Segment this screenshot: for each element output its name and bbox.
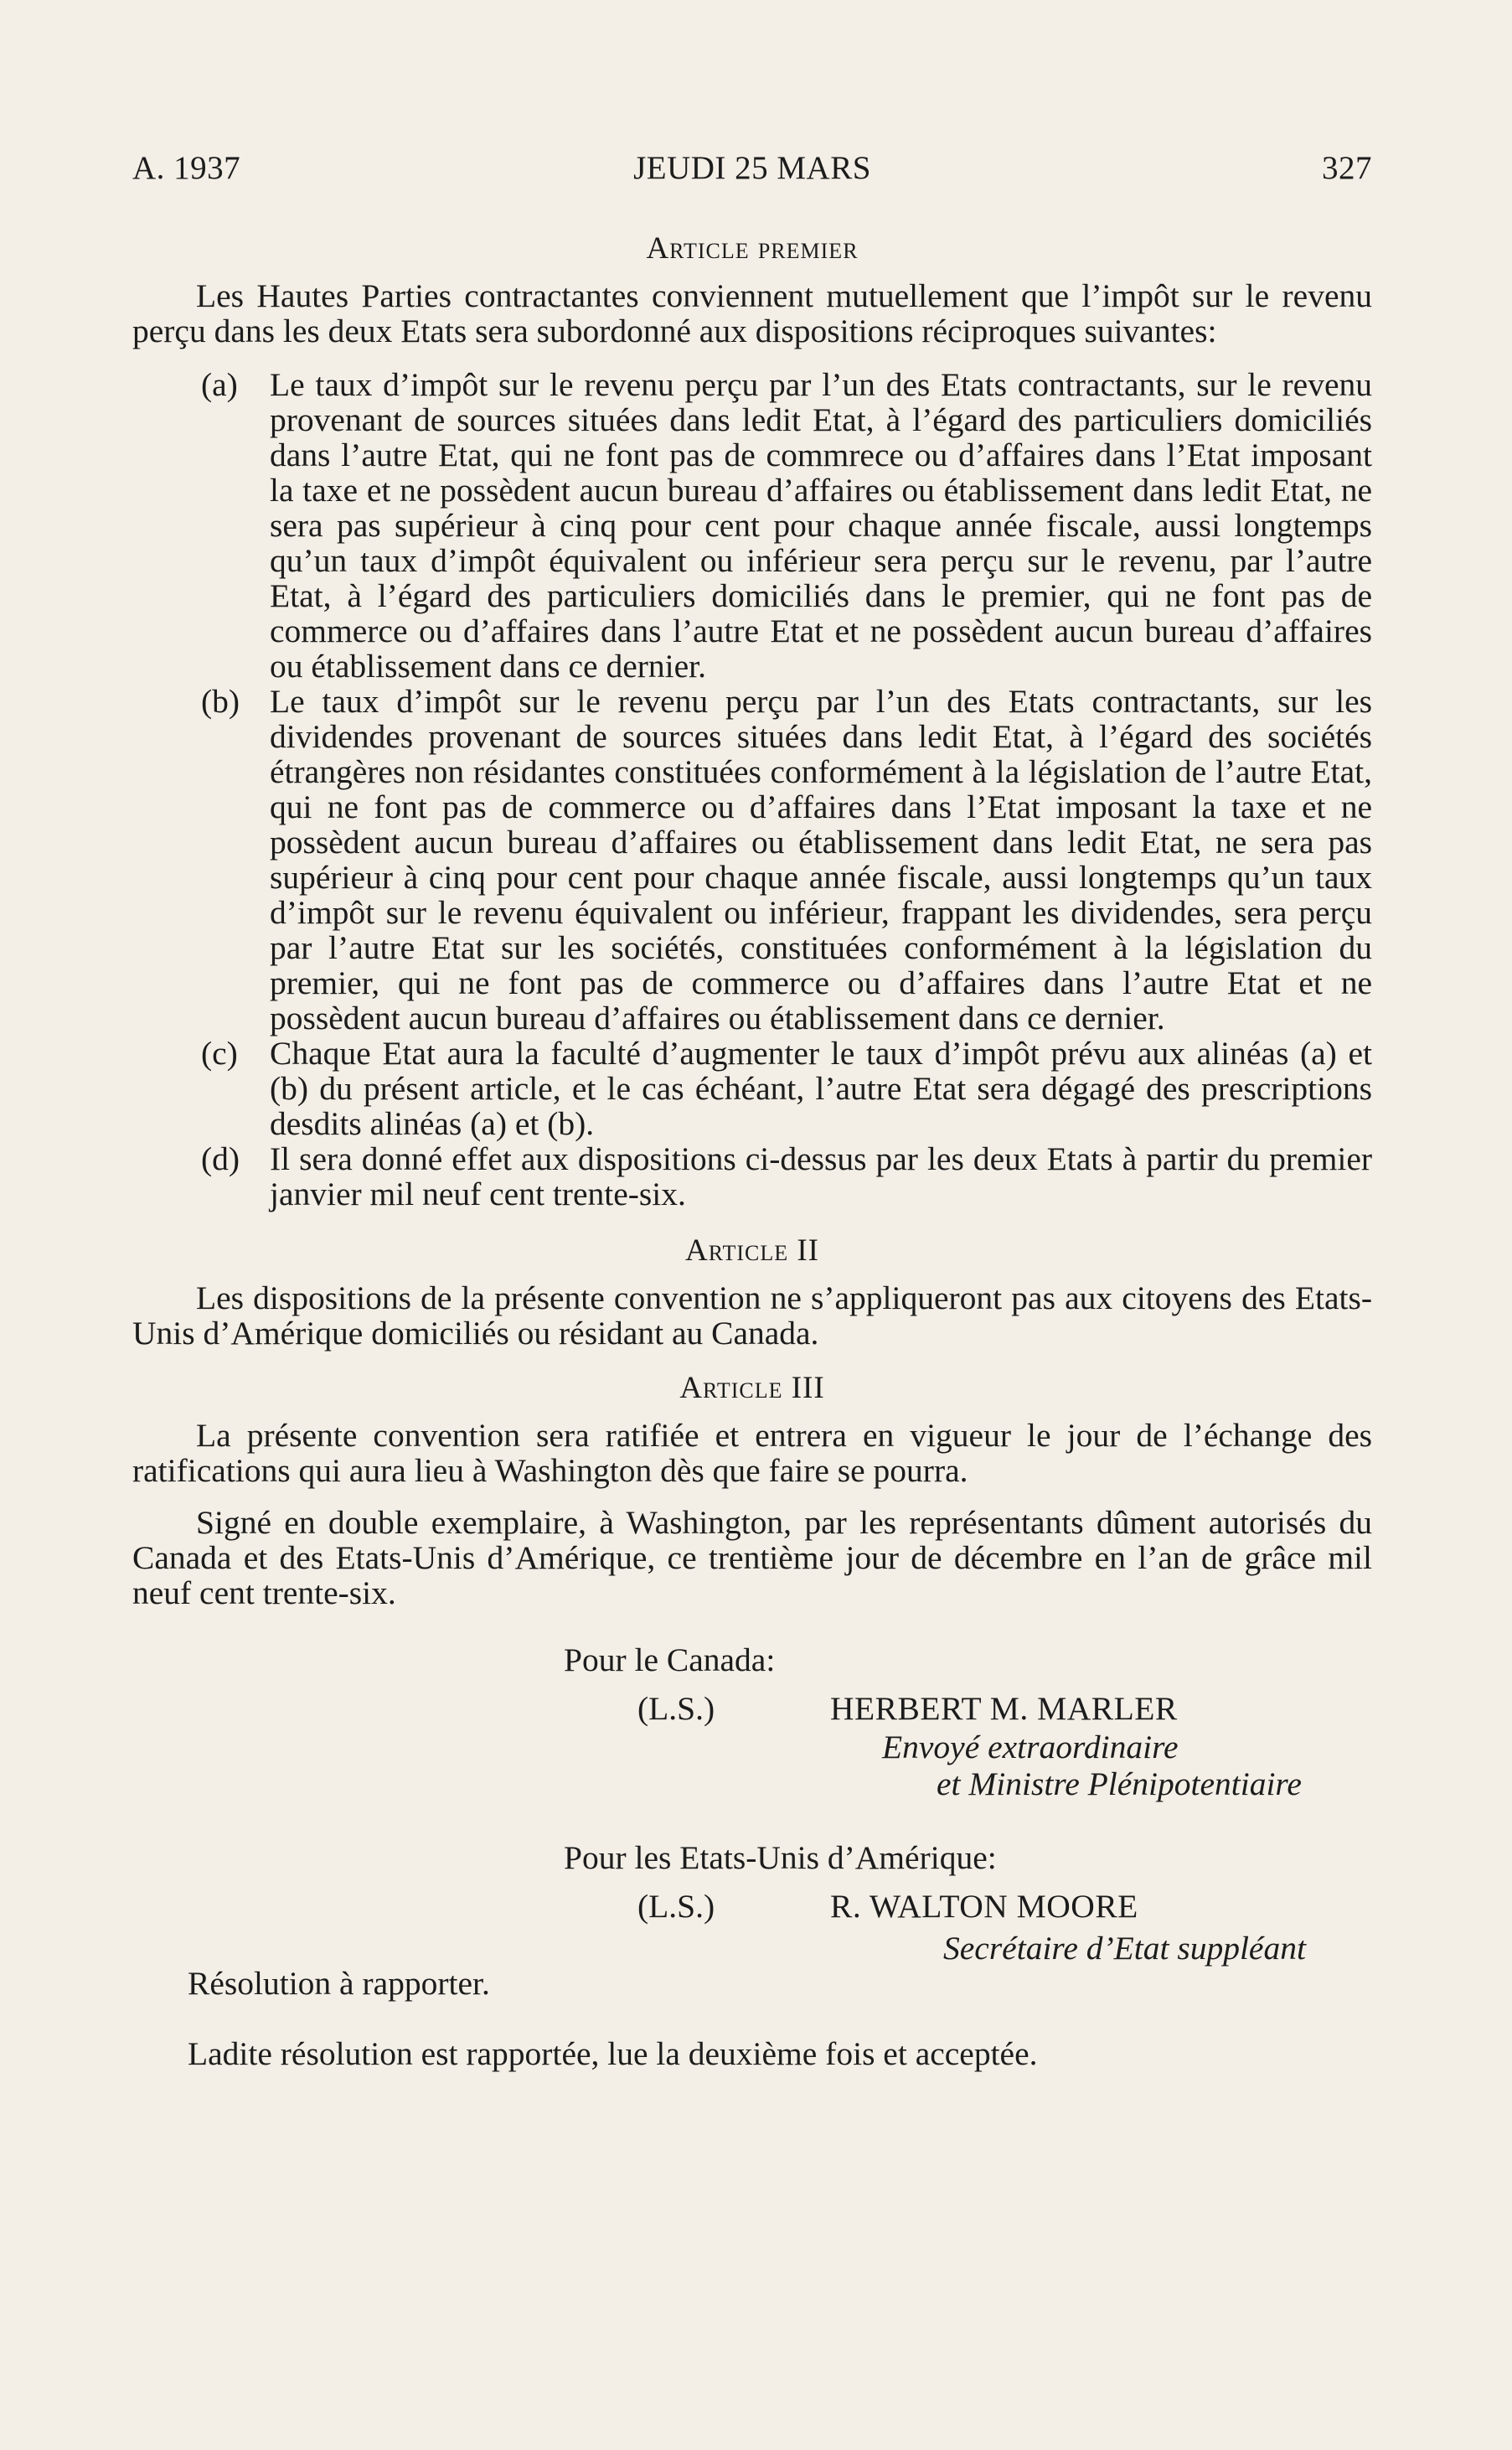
item-text: Le taux d’impôt sur le revenu perçu par l’un des Etats contractants, sur les dividendes provenant de sources situées dans ledit Etat, à l’égard des sociétés étrangères non résidantes constituées conformément à la législation de l’autre Etat, qui ne font pas de commerce ou d’affaires dans l’Etat imposant la taxe et ne possèdent aucun bureau d’affaires ou établissement dans ledit Etat, ne sera pas supérieur à cinq pour cent pour chaque année fiscale, aussi longtemps qu’un taux d’impôt sur le revenu équivalent ou inférieur, frappant les dividendes, sera perçu par l’autre Etat sur les sociétés, constituées conformément à la législation du premier, qui ne font pas de commerce ou d’affaires dans l’autre Etat et ne possèdent aucun bureau d’affaires ou établissement dans ce dernier. — [270, 683, 1372, 1036]
canada-seal: (L.S.) — [637, 1690, 715, 1727]
canada-label: Pour le Canada: — [564, 1641, 776, 1678]
list-item — [132, 1036, 1372, 1141]
article-1-intro: Les Hautes Parties contractantes conviennent mutuellement que l’impôt sur le revenu perçu dans les deux Etats sera subordonné aux dispositions réciproques suivantes: — [132, 277, 1372, 349]
article-3-title: Article III — [679, 1371, 825, 1405]
item-text: Le taux d’impôt sur le revenu perçu par l’un des Etats contractants, sur le revenu provenant de sources situées dans ledit Etat, à l’égard des particuliers domiciliés dans l’autre Etat, qui ne font pas de commrece ou d’affaires dans l’Etat imposant la taxe et ne possèdent aucun bureau d’affaires ou établissement dans ledit Etat, ne sera pas supérieur à cinq pour cent pour chaque année fiscale, aussi longtemps qu’un taux d’impôt équivalent ou inférieur sera perçu sur le revenu, par l’autre Etat, à l’égard des particuliers domiciliés dans le premier, qui ne font pas de commerce ou d’affaires dans l’autre Etat et ne possèdent aucun bureau d’affaires ou établissement dans ce dernier. — [270, 366, 1372, 685]
item-label: (c) — [201, 1035, 238, 1072]
header-session: A. 1937 — [132, 150, 241, 186]
article-2-text: Les dispositions de la présente convention ne s’appliqueront pas aux citoyens des Etats-Unis d’Amérique domiciliés ou résidant au Canada. — [132, 1279, 1372, 1352]
usa-signatory-name: R. WALTON MOORE — [830, 1888, 1138, 1925]
item-label: (b) — [201, 683, 240, 720]
usa-label: Pour les Etats-Unis d’Amérique: — [564, 1839, 997, 1876]
final-statement: Ladite résolution est rapportée, lue la deuxième fois et acceptée. — [188, 2035, 1038, 2072]
header-date: JEUDI 25 MARS — [633, 150, 871, 186]
item-label: (a) — [201, 366, 238, 403]
usa-seal: (L.S.) — [637, 1888, 715, 1925]
usa-signatory-title: Secrétaire d’Etat suppléant — [943, 1930, 1306, 1967]
page-header — [132, 151, 1372, 193]
list-item — [132, 1141, 1372, 1212]
item-text: Il sera donné effet aux dispositions ci-dessus par les deux Etats à partir du premier janvier mil neuf cent trente-six. — [270, 1140, 1372, 1212]
page-number: 327 — [1322, 150, 1372, 186]
canada-signatory-title-1: Envoyé extraordinaire — [882, 1729, 1179, 1765]
article-1-title: Article premier — [646, 231, 859, 266]
document-page — [132, 151, 1372, 2071]
article-1-items — [132, 367, 1372, 1212]
article-3-text: La présente convention sera ratifiée et entrera en vigueur le jour de l’échange des ratifications qui aura lieu à Washington dès que faire se pourra. — [132, 1417, 1372, 1489]
list-item — [132, 367, 1372, 684]
canada-signatory-name: HERBERT M. MARLER — [830, 1690, 1178, 1727]
item-label: (d) — [201, 1140, 240, 1177]
list-item — [132, 684, 1372, 1036]
signature-block — [132, 1642, 1372, 2036]
article-2-title: Article II — [684, 1233, 820, 1268]
item-text: Chaque Etat aura la faculté d’augmenter le taux d’impôt prévu aux alinéas (a) et (b) du présent article, et le cas échéant, l’autre Etat sera dégagé des prescriptions desdits alinéas (a) et (b). — [270, 1035, 1372, 1142]
canada-signatory-title-2: et Ministre Plénipotentiaire — [937, 1765, 1302, 1802]
resolution-note: Résolution à rapporter. — [188, 1965, 490, 2002]
signed-paragraph: Signé en double exemplaire, à Washington, par les représentants dûment autorisés du Canada et des Etats-Unis d’Amérique, ce trentième jour de décembre en l’an de grâce mil neuf cent trente-six. — [132, 1504, 1372, 1611]
